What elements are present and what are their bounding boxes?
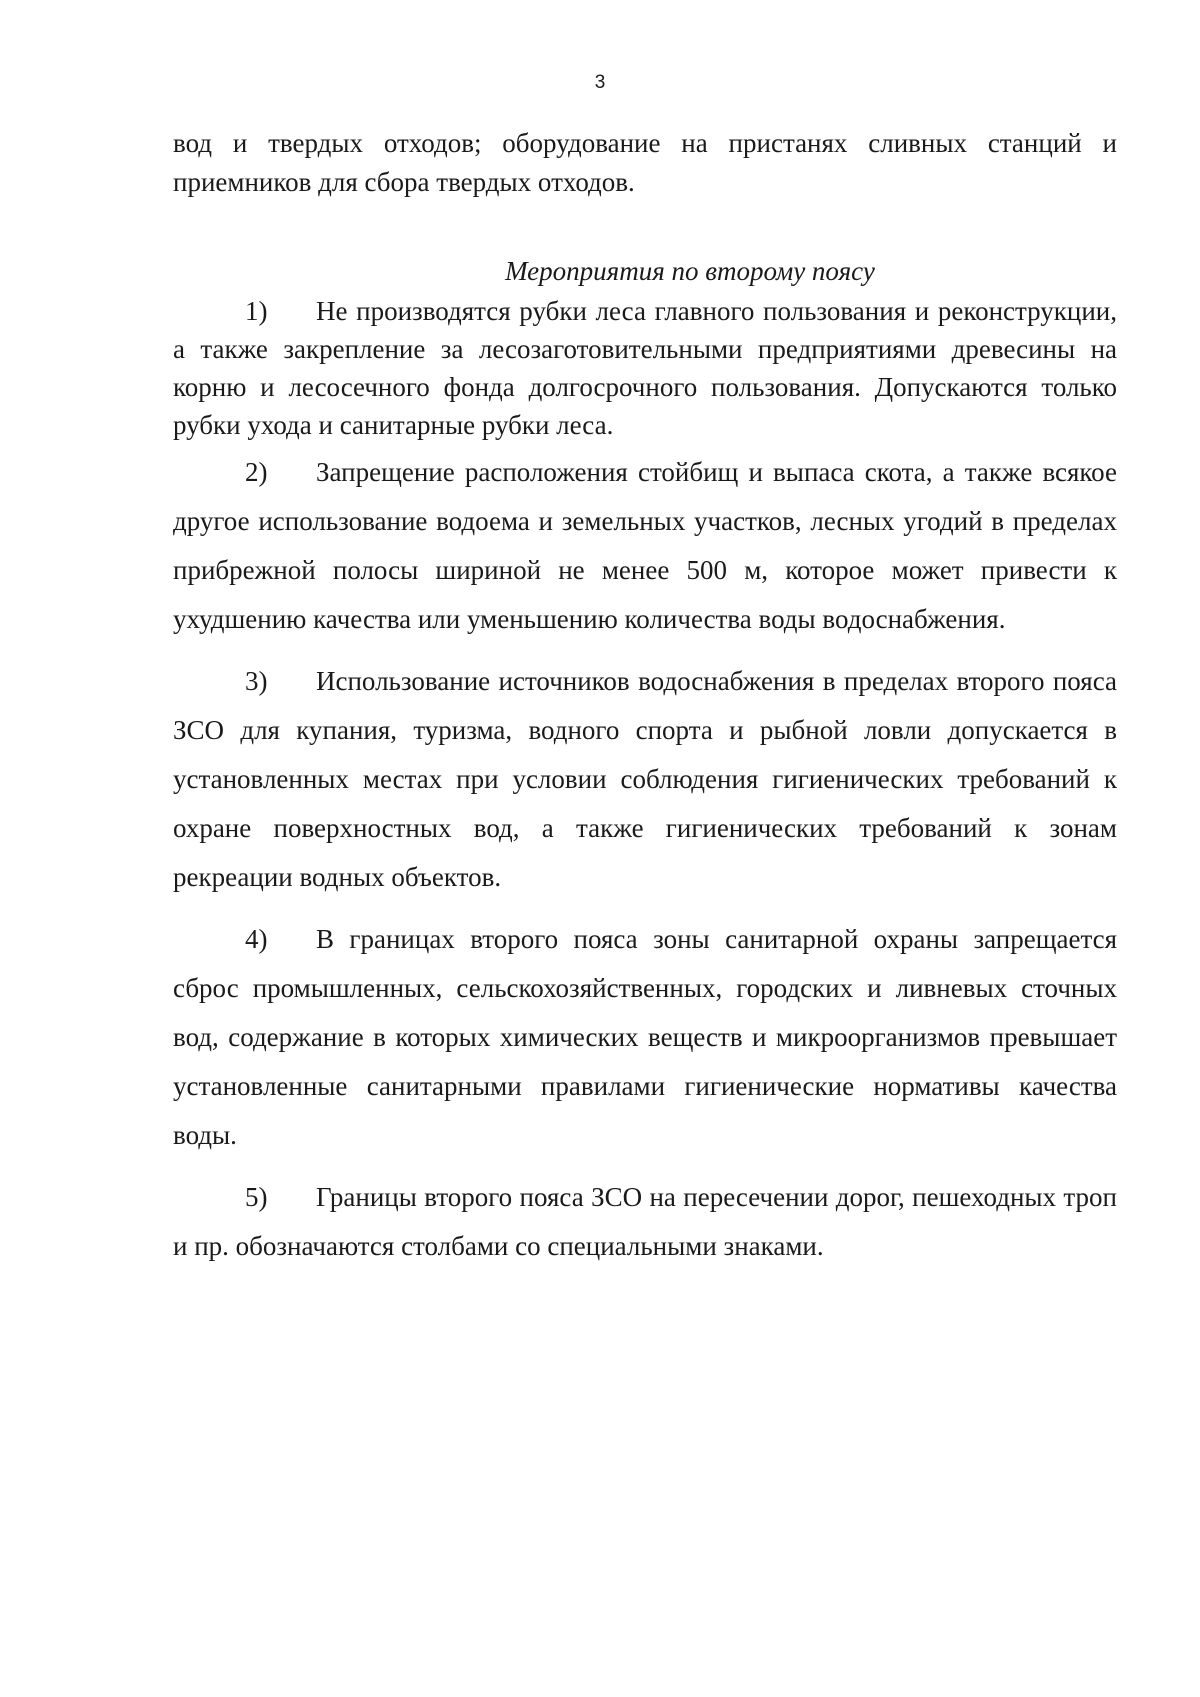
list-item — [173, 657, 1117, 902]
list-item — [173, 915, 1117, 1160]
list-item-number: 5) — [245, 1182, 268, 1212]
list-item — [173, 292, 1117, 444]
list-item-number: 4) — [245, 924, 268, 954]
list-item-number: 3) — [245, 666, 268, 696]
list-item-text: Границы второго пояса ЗСО на пересечении дорог, пешеходных троп и пр. обозначаются столбами со специальными знаками. — [173, 1182, 1117, 1261]
list-item-text: Использование источников водоснабжения в пределах второго пояса ЗСО для купания, туризма, водного спорта и рыбной ловли допускается в установленных местах при условии соблюдения гигиенических требований к охране поверхностных вод, а также гигиенических требований к зонам рекреации водных объектов. — [173, 666, 1117, 892]
list-item — [173, 1173, 1117, 1271]
section-heading: Мероприятия по второму поясу — [505, 256, 875, 286]
list-item — [173, 448, 1117, 644]
list-item-text: Запрещение расположения стойбищ и выпаса скота, а также всякое другое использование водоема и земельных участков, лесных угодий в пределах прибрежной полосы шириной не менее 500 м, которое может привести к ухудшению качества или уменьшению количества воды водоснабжения. — [173, 457, 1117, 634]
list-item-text: Не производятся рубки леса главного пользования и реконструкции, а также закрепление за лесозаготовительными предприятиями древесины на корню и лесосечного фонда долгосрочного пользования. Допускаются только рубки ухода и санитарные рубки леса. — [173, 296, 1117, 440]
page-number: 3 — [594, 72, 606, 93]
document-body — [173, 124, 1117, 1271]
continuation-paragraph: вод и твердых отходов; оборудование на пристанях сливных станций и приемников для сбора твердых отходов. — [173, 128, 1117, 197]
list-item-number: 2) — [245, 457, 268, 487]
list-item-number: 1) — [245, 296, 268, 326]
list-item-text: В границах второго пояса зоны санитарной охраны запрещается сброс промышленных, сельскохозяйственных, городских и ливневых сточных вод, содержание в которых химических веществ и микроорганизмов превышает установленные санитарными правилами гигиенические нормативы качества воды. — [173, 924, 1117, 1150]
